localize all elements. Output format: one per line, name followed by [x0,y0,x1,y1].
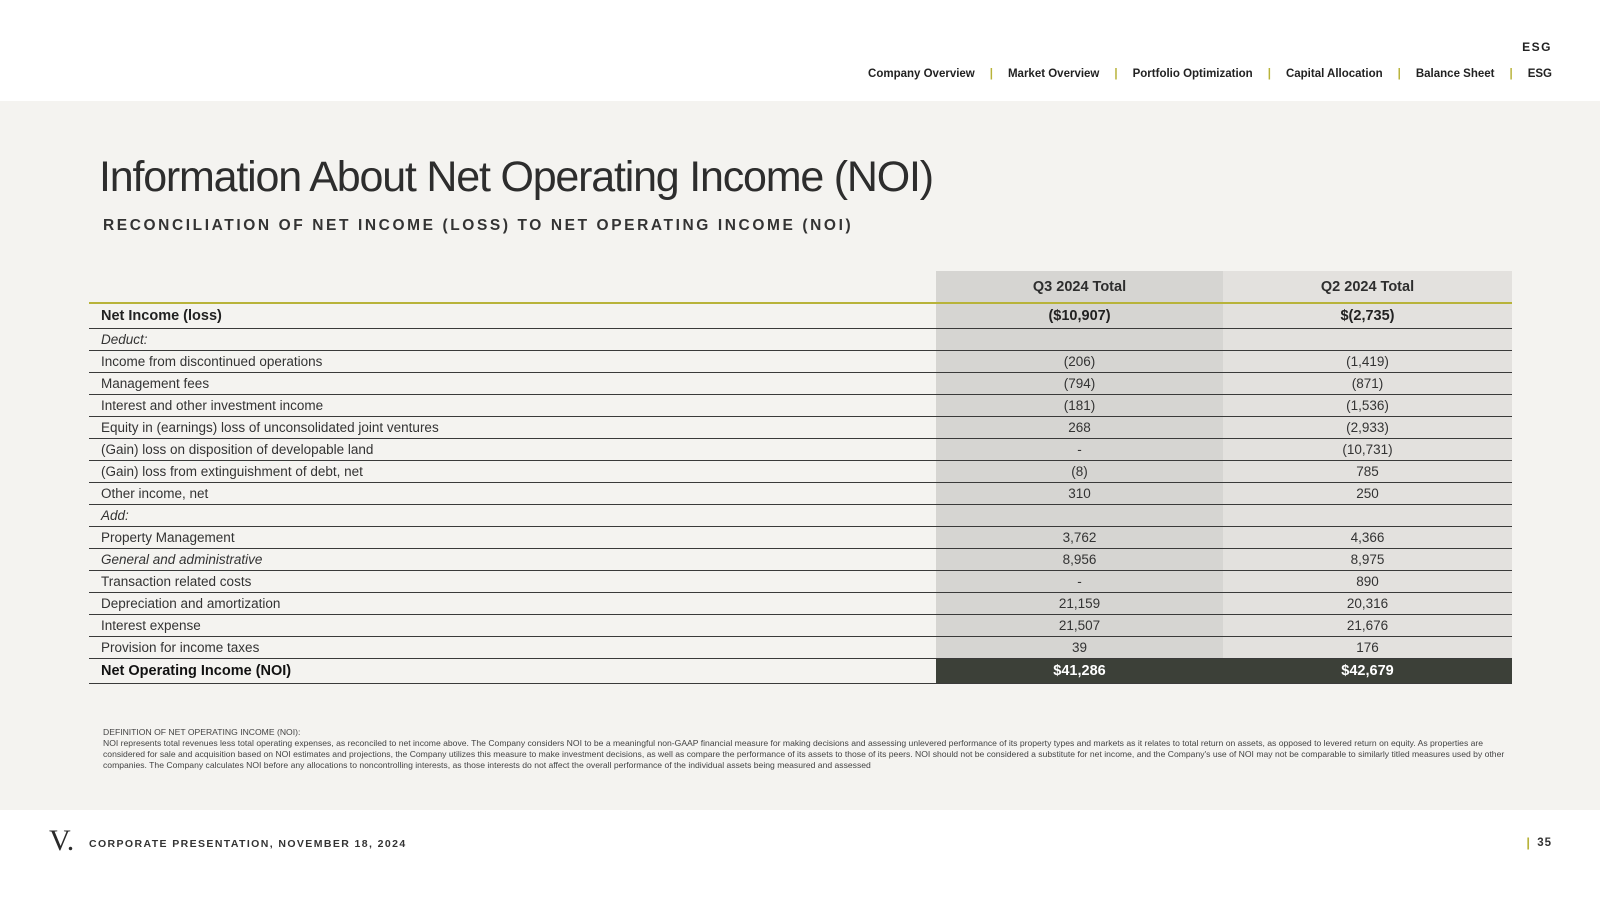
table-row [89,395,1512,417]
page-number-separator: | [1526,835,1530,850]
row-label: Management fees [89,373,936,395]
nav-separator: | [1397,68,1401,80]
row-label: Deduct: [89,329,936,351]
row-label: Net Income (loss) [89,303,936,329]
row-label: Interest expense [89,615,936,637]
table-row [89,593,1512,615]
table-body [89,303,1512,684]
row-value-q2: 176 [1223,637,1512,659]
row-value-q2: (2,933) [1223,417,1512,439]
table-row [89,461,1512,483]
row-value-q2: $(2,735) [1223,303,1512,329]
footer-presentation-label: CORPORATE PRESENTATION, NOVEMBER 18, 2024 [89,838,407,850]
row-value-q2: (10,731) [1223,439,1512,461]
nav-balance-sheet[interactable]: Balance Sheet [1415,68,1495,80]
row-value-q3: (8) [936,461,1223,483]
nav-esg[interactable]: ESG [1527,68,1552,80]
section-label: ESG [1522,40,1552,54]
company-logo: V. [49,824,75,857]
table-row [89,637,1512,659]
column-header-q3: Q3 2024 Total [936,271,1223,303]
table-row [89,549,1512,571]
row-value-q2: 785 [1223,461,1512,483]
table-total-row [89,659,1512,684]
row-label: Interest and other investment income [89,395,936,417]
row-label: General and administrative [89,549,936,571]
nav-separator: | [1267,68,1271,80]
page-subtitle: RECONCILIATION OF NET INCOME (LOSS) TO NET OPERATING INCOME (NOI) [103,217,854,234]
row-value-q3: - [936,439,1223,461]
top-bar [0,0,1600,101]
nav-market-overview[interactable]: Market Overview [1007,68,1100,80]
row-label: Depreciation and amortization [89,593,936,615]
noi-definition-footnote [103,727,1513,771]
row-value-q2: 250 [1223,483,1512,505]
row-value-q3: $41,286 [936,659,1223,684]
row-value-q3: (181) [936,395,1223,417]
row-label: (Gain) loss from extinguishment of debt, net [89,461,936,483]
column-header-q2: Q2 2024 Total [1223,271,1512,303]
row-label: (Gain) loss on disposition of developable land [89,439,936,461]
footnote-body: NOI represents total revenues less total operating expenses, as reconciled to net income above. The Company considers NOI to be a meaningful non-GAAP financial measure for making decisions and assessing unlevered performance of its property types and markets as it relates to total return on assets, as opposed to levered return on equity. As properties are considered for sale and acquisition based on NOI estimates and projections, the Company utilizes this measure to make investment decisions, as well as compare the performance of its assets to those of its peers. NOI should not be considered a substitute for net income, and the Company's use of NOI may not be comparable to similarly titled measures used by other companies. The Company calculates NOI before any allocations to noncontrolling interests, as those interests do not affect the overall performance of the individual assets being measured and assessed [103,738,1505,770]
row-value-q2: (1,536) [1223,395,1512,417]
slide-content [0,101,1600,810]
row-value-q2: 20,316 [1223,593,1512,615]
row-value-q2: 8,975 [1223,549,1512,571]
table-row [89,439,1512,461]
row-value-q3: 21,507 [936,615,1223,637]
row-value-q3: 3,762 [936,527,1223,549]
row-value-q2: (871) [1223,373,1512,395]
row-label: Add: [89,505,936,527]
row-value-q3 [936,329,1223,351]
row-value-q3: - [936,571,1223,593]
page-number: 35 [1537,837,1552,849]
table-header-row [89,271,1512,303]
footnote-title: DEFINITION OF NET OPERATING INCOME (NOI): [103,727,301,737]
nav-capital-allocation[interactable]: Capital Allocation [1285,68,1383,80]
row-label: Equity in (earnings) loss of unconsolidated joint ventures [89,417,936,439]
row-value-q2: $42,679 [1223,659,1512,684]
row-label: Income from discontinued operations [89,351,936,373]
row-value-q2 [1223,329,1512,351]
table-row [89,329,1512,351]
table-row [89,571,1512,593]
table-row [89,351,1512,373]
top-nav [868,68,1552,80]
nav-separator: | [1509,68,1513,80]
row-value-q3: ($10,907) [936,303,1223,329]
nav-separator: | [989,68,993,80]
table-row [89,483,1512,505]
row-label: Other income, net [89,483,936,505]
row-value-q3: (794) [936,373,1223,395]
row-value-q3: 21,159 [936,593,1223,615]
table-row [89,505,1512,527]
row-value-q2: 4,366 [1223,527,1512,549]
row-value-q2: 21,676 [1223,615,1512,637]
table-row [89,303,1512,329]
row-value-q3: 8,956 [936,549,1223,571]
footer [0,810,1600,899]
table-row [89,417,1512,439]
row-value-q3: 268 [936,417,1223,439]
page-title: Information About Net Operating Income (NOI) [99,153,933,201]
nav-separator: | [1114,68,1118,80]
column-header-label [89,271,936,303]
table-row [89,527,1512,549]
row-label: Transaction related costs [89,571,936,593]
table-row [89,373,1512,395]
row-value-q3: 310 [936,483,1223,505]
row-label: Provision for income taxes [89,637,936,659]
row-value-q3: 39 [936,637,1223,659]
row-value-q3 [936,505,1223,527]
noi-reconciliation-table [89,271,1512,684]
nav-company-overview[interactable]: Company Overview [868,68,975,80]
row-value-q2 [1223,505,1512,527]
row-value-q2: 890 [1223,571,1512,593]
row-label: Property Management [89,527,936,549]
nav-portfolio-optimization[interactable]: Portfolio Optimization [1132,68,1253,80]
row-value-q2: (1,419) [1223,351,1512,373]
row-value-q3: (206) [936,351,1223,373]
table-row [89,615,1512,637]
row-label: Net Operating Income (NOI) [89,659,936,684]
